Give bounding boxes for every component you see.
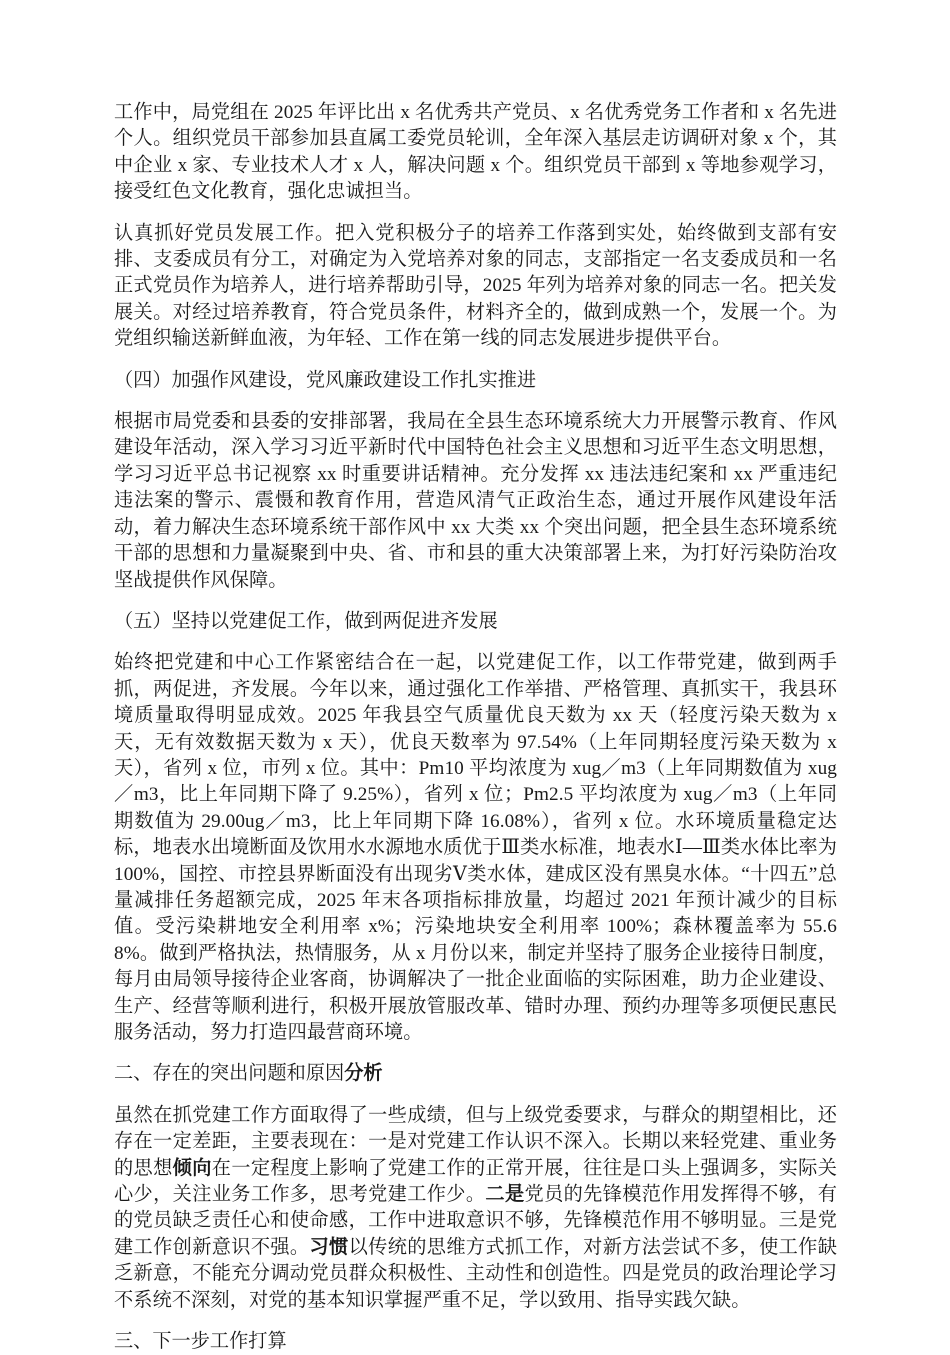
paragraph-environmental-quality-results: 始终把党建和中心工作紧密结合在一起，以党建促工作，以工作带党建，做到两手抓，两促进，齐发展。今年以来，通过强化工作举措、严格管理、真抓实干，我县环境质量取得明显成效。2025 年我县空气质量优良天数为 xx 天（轻度污染天数为 x 天，无有效数据天数为 x 天），优良天数率为 97.54%（上年同期轻度污染天数为 x 天），省列 x 位，市列 x 位。其中：Pm10 平均浓度为 xug／m3（上年同期数值为 xug／m3，比上年同期下降了 9.25%），省列 x 位；Pm2.5 平均浓度为 xug／m3（上年同期数值为 29.00ug／m3，比上年同期下降 16.08%），省列 x 位。水环境质量稳定达标，地表水出境断面及饮用水水源地水质优于Ⅲ类水标准，地表水Ⅰ—Ⅲ类水体比率为 100%，国控、市控县界断面没有出现劣Ⅴ类水体，建成区没有黑臭水体。“十四五”总量减排任务超额完成，2025 年末各项指标排放量，均超过 2021 年预计减少的目标值。受污染耕地安全利用率 x%；污染地块安全利用率 100%；森林覆盖率为 55.68%。做到严格执法，热情服务，从 x 月份以来，制定并坚持了服务企业接待日制度，每月由局领导接待企业客商，协调解决了一批企业面临的实际困难，助力企业建设、生产、经营等顺利进行，积极开展放管服改革、错时办理、预约办理等多项便民惠民服务活动，努力打造四最营商环境。 xyxy=(114,652,837,1043)
heading-section-three-next-steps: 三、下一步工作打算 xyxy=(114,1331,287,1353)
emphasis-run: 二是 xyxy=(485,1184,525,1206)
text-run: 党员的先锋模范作用发挥得不够，有的党员缺乏责任心和使命感，工作中进取意识不够，先锋模范作用不够明显。三是党建工作创新意识不强。 xyxy=(114,1184,838,1258)
text-run: 以传统的思维方式抓工作，对新方法尝试不多，使工作缺乏新意，不能充分调动党员群众积极性、主动性和创造性。四是党员的政治理论学习不系统不深刻，对党的基本知识掌握严重不足，学以致用、指导实践欠缺。 xyxy=(114,1236,838,1311)
paragraph-member-development-work: 认真抓好党员发展工作。把入党积极分子的培养工作落到实处，始终做到支部有安排、支委成员有分工，对确定为入党培养对象的同志，支部指定一名支委成员和一名正式党员作为培养人，进行培养帮助引导，2025 年列为培养对象的同志一名。把关发展关。对经过培养教育，符合党员条件，材料齐全的，做到成熟一个，发展一个。为党组织输送新鲜血液，为年轻、工作在第一线的同志发展进步提供平台。 xyxy=(114,222,837,350)
paragraph-problem-analysis xyxy=(114,1103,837,1314)
paragraph-party-member-evaluation: 工作中，局党组在 2025 年评比出 x 名优秀共产党员、x 名优秀党务工作者和 x 名先进个人。组织党员干部参加县直属工委党员轮训，全年深入基层走访调研对象 x 个，其中企业 x 家、专业技术人才 x 人，解决问题 x 个。组织党员干部到 x 等地参观学习，接受红色文化教育，强化忠诚担当。 xyxy=(114,102,837,203)
emphasis-run: 倾向 xyxy=(172,1157,212,1179)
emphasis-run: 分析 xyxy=(344,1063,383,1085)
emphasis-run: 习惯 xyxy=(309,1236,349,1258)
text-run: 在一定程度上影响了党建工作的正常开展，往往是口头上强调多，实际关心少，关注业务工作多，思考党建工作少。 xyxy=(114,1157,838,1206)
paragraph-work-style-construction: 根据市局党委和县委的安排部署，我局在全县生态环境系统大力开展警示教育、作风建设年活动，深入学习习近平新时代中国特色社会主义思想和习近平生态文明思想，学习习近平总书记视察 xx 时重要讲话精神。充分发挥 xx 违法违纪案和 xx 严重违纪违法案的警示、震慑和教育作用，营造风清气正政治生态，通过开展作风建设年活动，着力解决生态环境系统干部作风中 xx 大类 xx 个突出问题，把全县生态环境系统干部的思想和力量凝聚到中央、省、市和县的重大决策部署上来，为打好污染防治攻坚战提供作风保障。 xyxy=(114,411,837,591)
heading-section-two-problems xyxy=(114,1061,837,1087)
heading-section-four: （四）加强作风建设，党风廉政建设工作扎实推进 xyxy=(114,369,537,391)
text-run: 虽然在抓党建工作方面取得了一些成绩，但与上级党委要求，与群众的期望相比，还存在一定差距，主要表现在：一是对党建工作认识不深入。长期以来轻党建、重业务的思想 xyxy=(114,1104,837,1179)
document-body xyxy=(114,100,837,1355)
text-run: 二、存在的突出问题和原因 xyxy=(114,1063,345,1085)
heading-section-five: （五）坚持以党建促工作，做到两促进齐发展 xyxy=(114,610,498,632)
